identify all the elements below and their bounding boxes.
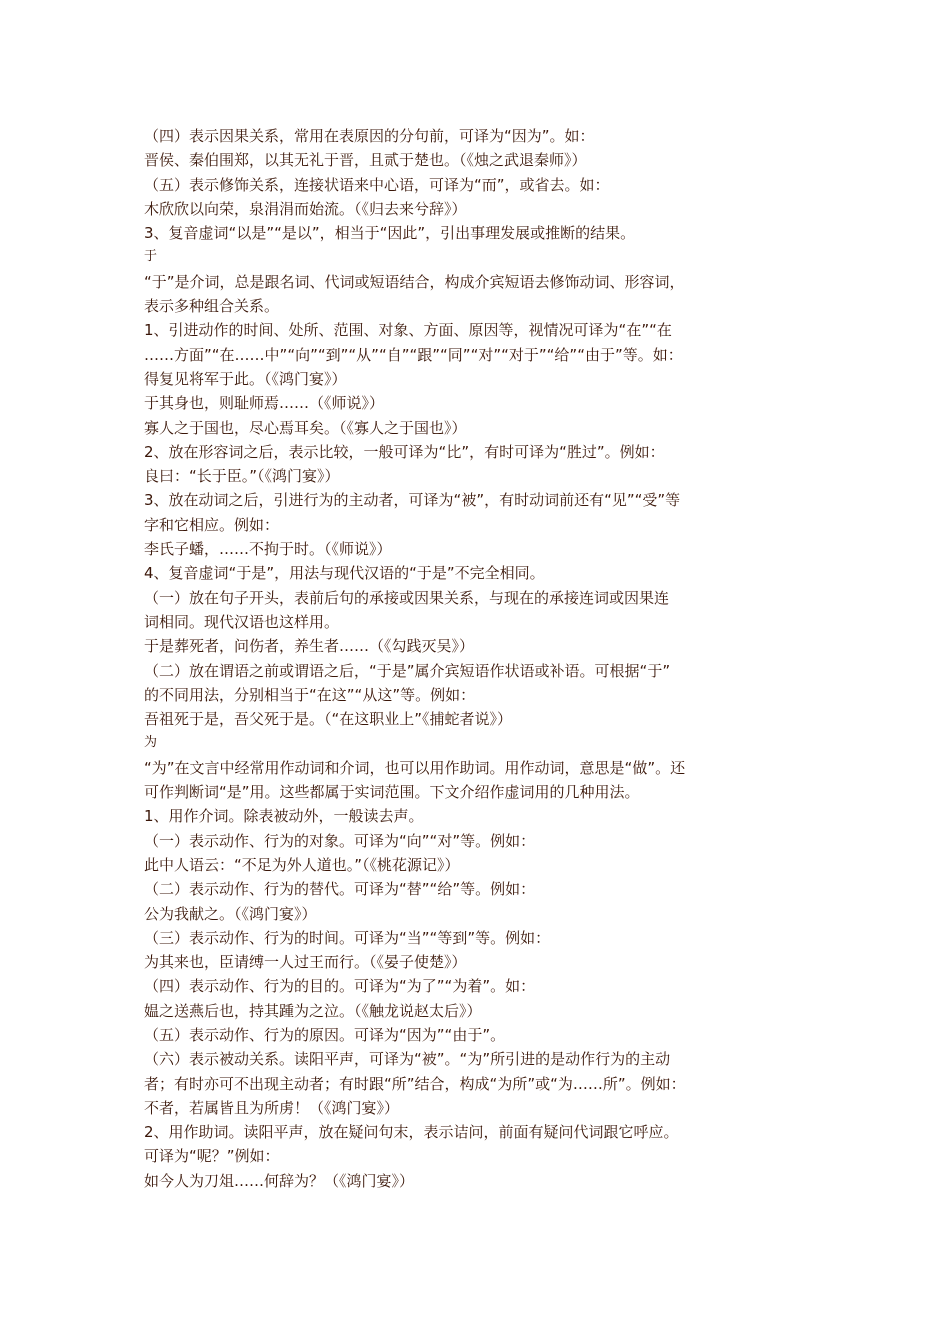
text-line: （二）表示动作、行为的替代。可译为“替”“给”等。例如： — [144, 880, 536, 899]
text-line: 可译为“呢？”例如： — [144, 1147, 280, 1166]
text-line: （三）表示动作、行为的时间。可译为“当”“等到”等。例如： — [144, 928, 551, 947]
text-line: （一）表示动作、行为的对象。可译为“向”“对”等。例如： — [144, 831, 536, 850]
text-line: 不者，若属皆且为所虏！（《鸿门宴》） — [144, 1098, 400, 1117]
text-line: 表示多种组合关系。 — [144, 297, 280, 316]
text-line: 字和它相应。例如： — [144, 515, 280, 534]
text-line: （二）放在谓语之前或谓语之后，“于是”属介宾短语作状语或补语。可根据“于” — [144, 661, 671, 680]
section-heading: 为 — [144, 735, 158, 751]
text-line: 于其身也，则耻师焉……（《师说》） — [144, 394, 385, 413]
text-line: 1、用作介词。除表被动外，一般读去声。 — [144, 807, 424, 826]
text-line: 木欣欣以向荣，泉涓涓而始流。（《归去来兮辞》） — [144, 199, 467, 218]
text-line: 2、放在形容词之后，表示比较，一般可译为“比”，有时可译为“胜过”。例如： — [144, 442, 665, 461]
text-line: （四）表示因果关系，常用在表原因的分句前，可译为“因为”。如： — [144, 127, 595, 145]
text-line: 寡人之于国也，尽心焉耳矣。（《寡人之于国也》） — [144, 418, 467, 437]
text-line: 吾祖死于是，吾父死于是。（“在这职业上”《捕蛇者说》） — [144, 710, 513, 729]
text-line: 如今人为刀俎……何辞为？（《鸿门宴》） — [144, 1171, 415, 1190]
document-body — [144, 124, 824, 1193]
text-line: 公为我献之。（《鸿门宴》） — [144, 904, 317, 923]
text-line: 为其来也，臣请缚一人过王而行。（《晏子使楚》） — [144, 953, 467, 972]
text-line: （四）表示动作、行为的目的。可译为“为了”“为着”。如： — [144, 977, 536, 996]
text-line: “为”在文言中经常用作动词和介词，也可以用作助词。用作动词，意思是“做”。还 — [144, 758, 686, 777]
section-heading: 于 — [144, 249, 158, 265]
text-line: （六）表示被动关系。读阳平声，可译为“被”。“为”所引进的是动作行为的主动 — [144, 1050, 671, 1069]
text-line: 词相同。现代汉语也这样用。 — [144, 612, 340, 631]
text-line: 可作判断词“是”用。这些都属于实词范围。下文介绍作虚词用的几种用法。 — [144, 783, 640, 802]
text-line: 的不同用法，分别相当于“在这”“从这”等。例如： — [144, 685, 476, 704]
text-line: 媪之送燕后也，持其踵为之泣。（《触龙说赵太后》） — [144, 1001, 482, 1020]
text-line: “于”是介词，总是跟名词、代词或短语结合，构成介宾短语去修饰动词、形容词， — [144, 272, 685, 291]
text-line: 良曰：“长于臣。”（《鸿门宴》） — [144, 467, 340, 486]
text-line: 于是葬死者，问伤者，养生者……（《勾践灭吴》） — [144, 637, 475, 656]
text-line: 晋侯、秦伯围郑，以其无礼于晋，且贰于楚也。（《烛之武退秦师》） — [144, 151, 587, 170]
text-line: 4、复音虚词“于是”，用法与现代汉语的“于是”不完全相同。 — [144, 564, 545, 583]
text-line: 2、用作助词。读阳平声，放在疑问句末，表示诘问，前面有疑问代词跟它呼应。 — [144, 1123, 679, 1142]
text-line: 1、引进动作的时间、处所、范围、对象、方面、原因等，视情况可译为“在”“在 — [144, 321, 672, 340]
text-line: 此中人语云：“不足为外人道也。”（《桃花源记》） — [144, 855, 460, 874]
text-line: （五）表示动作、行为的原因。可译为“因为”“由于”。 — [144, 1025, 506, 1044]
text-line: 3、复音虚词“以是”“是以”，相当于“因此”，引出事理发展或推断的结果。 — [144, 224, 636, 243]
text-line: 者；有时亦可不出现主动者；有时跟“所”结合，构成“为所”或“为……所”。例如： — [144, 1074, 686, 1093]
text-line: （五）表示修饰关系，连接状语来中心语，可译为“而”，或省去。如： — [144, 175, 610, 194]
text-line: 李氏子蟠，……不拘于时。（《师说》） — [144, 540, 392, 559]
text-line: ……方面”“在……中”“向”“到”“从”“自”“跟”“同”“对”“对于”“给”“由于”等。如： — [144, 345, 683, 364]
text-line: 3、放在动词之后，引进行为的主动者，可译为“被”，有时动词前还有“见”“受”等 — [144, 491, 681, 510]
text-line: （一）放在句子开头，表前后句的承接或因果关系，与现在的承接连词或因果连 — [144, 588, 670, 607]
text-line: 得复见将军于此。（《鸿门宴》） — [144, 369, 347, 388]
